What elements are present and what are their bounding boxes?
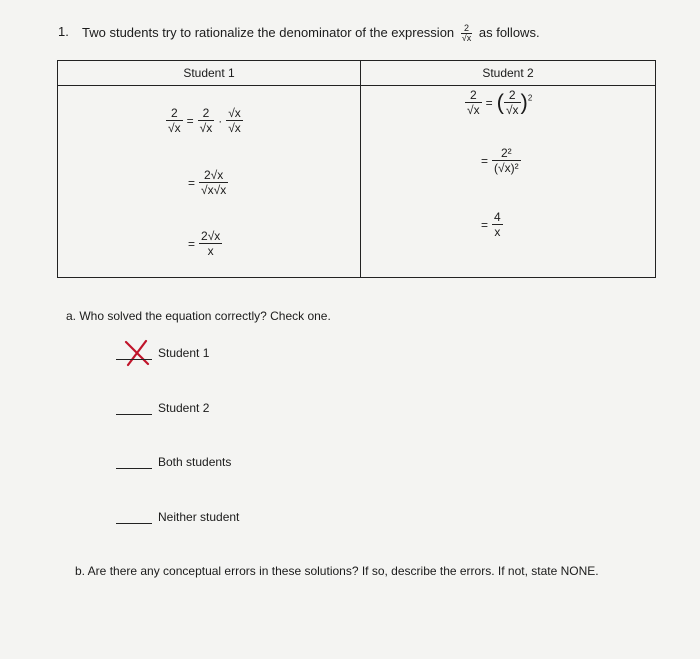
expression-denominator: √x: [461, 33, 472, 43]
question-suffix: as follows.: [478, 24, 540, 40]
s2-line3: = $\frac{4}{x}$: [481, 210, 501, 239]
choice-label: Neither student: [158, 510, 240, 524]
question-number: 1.: [58, 24, 69, 39]
choice-blank[interactable]: [116, 511, 152, 524]
choice-label: Both students: [158, 455, 232, 469]
expression-fraction: [461, 24, 472, 43]
part-b-question: b. Are there any conceptual errors in these solutions? If so, describe the errors. If not, state NONE.: [75, 564, 599, 578]
expression-numerator: 2: [461, 24, 472, 34]
student2-header: Student 2: [361, 61, 656, 86]
s1-line1: $\frac{2}{√x}$ = $\frac{2}{√x}$ · $\frac{√x}{√x}$: [168, 106, 241, 135]
question-stem: Two students try to rationalize the denominator of the expression: [82, 24, 455, 40]
choice-label: Student 2: [158, 401, 210, 415]
s1-line3: = $\frac{2√x}{x}$: [188, 229, 221, 258]
choice-neither-student[interactable]: [116, 510, 239, 524]
choice-label: Student 1: [158, 346, 210, 360]
s1-line2: = $\frac{2√x}{√x√x}$: [188, 168, 227, 197]
part-a-question: a. Who solved the equation correctly? Check one.: [66, 309, 331, 323]
student1-solution: [58, 86, 361, 278]
s2-line2: = $\frac{\text{2²}}{\text{(√x)²}}$: [481, 146, 519, 175]
choice-blank[interactable]: [116, 347, 152, 360]
solutions-table: [57, 60, 656, 278]
student1-header: Student 1: [58, 61, 361, 86]
choice-both-students[interactable]: [116, 455, 231, 469]
choice-blank[interactable]: [116, 456, 152, 469]
choice-blank[interactable]: [116, 402, 152, 415]
question-text: [82, 24, 540, 43]
choice-student-2[interactable]: [116, 401, 209, 415]
s2-line1: $\frac{2}{√x}$ = ( $\frac{2}{√x}$ )$^2$: [467, 88, 533, 117]
choice-student-1[interactable]: [116, 346, 209, 360]
student2-solution: [361, 86, 656, 278]
